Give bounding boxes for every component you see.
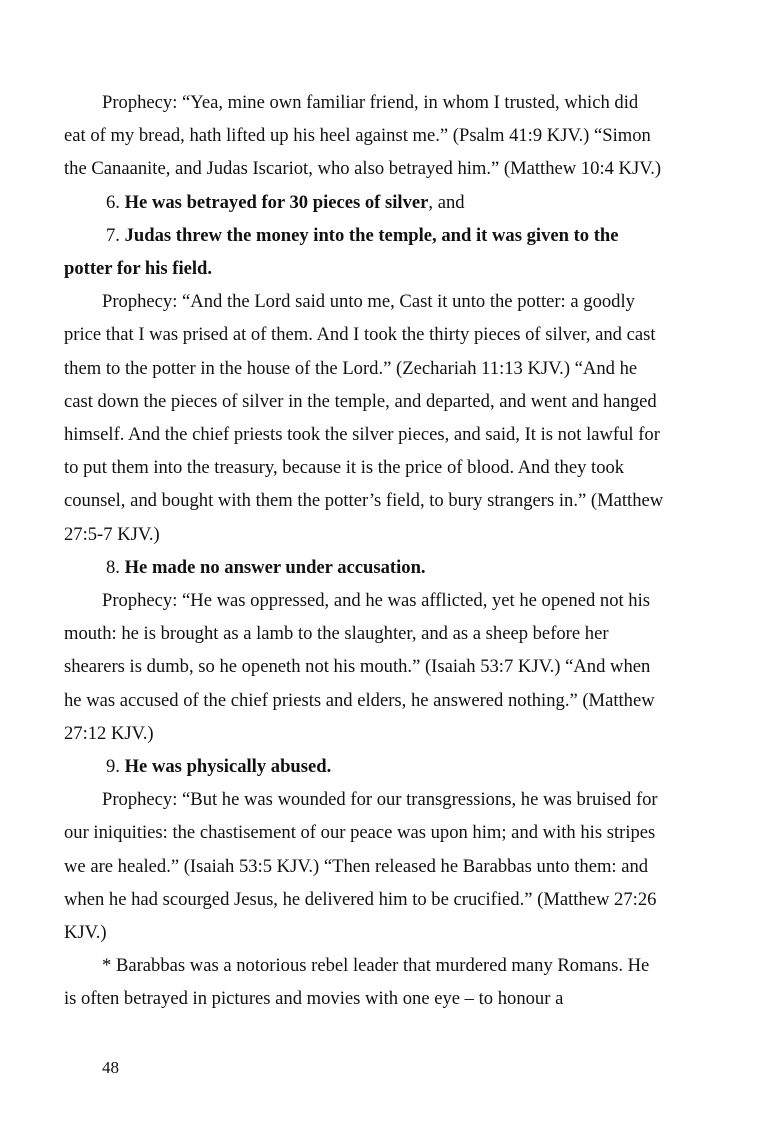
- list-item-heading: He was betrayed for 30 pieces of silver: [124, 191, 429, 213]
- paragraph-text: Prophecy: “He was oppressed, and he was afflicted, yet he opened not his mouth: he is brought as a lamb to the slaughter, and as a sheep before her shearers is dumb, so he openeth not his mouth.” (Isaiah 53:7 KJV.) “And when he was accused of the chief priests and elders, he answered nothing.” (Matthew 27:12 KJV.): [64, 590, 655, 744]
- prophecy-paragraph-isaiah-53-5: [64, 783, 664, 949]
- list-number: 6.: [106, 191, 125, 213]
- list-number: 8.: [106, 556, 125, 578]
- body-text: [64, 86, 664, 1016]
- footnote-paragraph-barabbas: [64, 949, 664, 1015]
- page-number: 48: [102, 1058, 119, 1077]
- paragraph-text: Prophecy: “But he was wounded for our transgressions, he was bruised for our iniquities: the chastisement of our peace was upon him; and with his stripes we are healed.” (Isaiah 53:5 KJV.) “Then released he Barabbas unto them: and when he had scourged Jesus, he delivered him to be crucified.” (Matthew 27:26 KJV.): [64, 789, 658, 944]
- list-item-tail: , and: [428, 191, 465, 213]
- prophecy-paragraph-isaiah-53-7: [64, 584, 664, 750]
- list-number: 9.: [106, 756, 125, 778]
- list-item-heading: He made no answer under accusation.: [124, 556, 426, 578]
- list-item-7: [64, 219, 664, 285]
- prophecy-paragraph-zechariah: [64, 285, 664, 551]
- list-number: 7.: [106, 224, 125, 246]
- paragraph-text: Prophecy: “Yea, mine own familiar friend, in whom I trusted, which did eat of my bread, hath lifted up his heel against me.” (Psalm 41:9 KJV.) “Simon the Canaanite, and Judas Iscariot, who also betrayed him.” (Matthew 10:4 KJV.): [64, 92, 662, 180]
- list-item-8: [64, 551, 664, 584]
- list-item-6: [64, 186, 664, 219]
- list-item-heading: He was physically abused.: [124, 756, 332, 778]
- paragraph-text: Prophecy: “And the Lord said unto me, Cast it unto the potter: a goodly price that I was prised at of them. And I took the thirty pieces of silver, and cast them to the potter in the house of the Lord.” (Zechariah 11:13 KJV.) “And he cast down the pieces of silver in the temple, and departed, and went and hanged himself. And the chief priests took the silver pieces, and said, It is not lawful for to put them into the treasury, because it is the price of blood. And they took counsel, and bought with them the potter’s field, to bury strangers in.” (Matthew 27:5-7 KJV.): [64, 291, 664, 545]
- prophecy-paragraph-psalm: [64, 86, 664, 186]
- paragraph-text: * Barabbas was a notorious rebel leader that murdered many Romans. He is often betrayed in pictures and movies with one eye – to honour a: [64, 955, 650, 1010]
- list-item-heading: Judas threw the money into the temple, and it was given to the potter for his field.: [64, 224, 619, 280]
- list-item-9: [64, 750, 664, 783]
